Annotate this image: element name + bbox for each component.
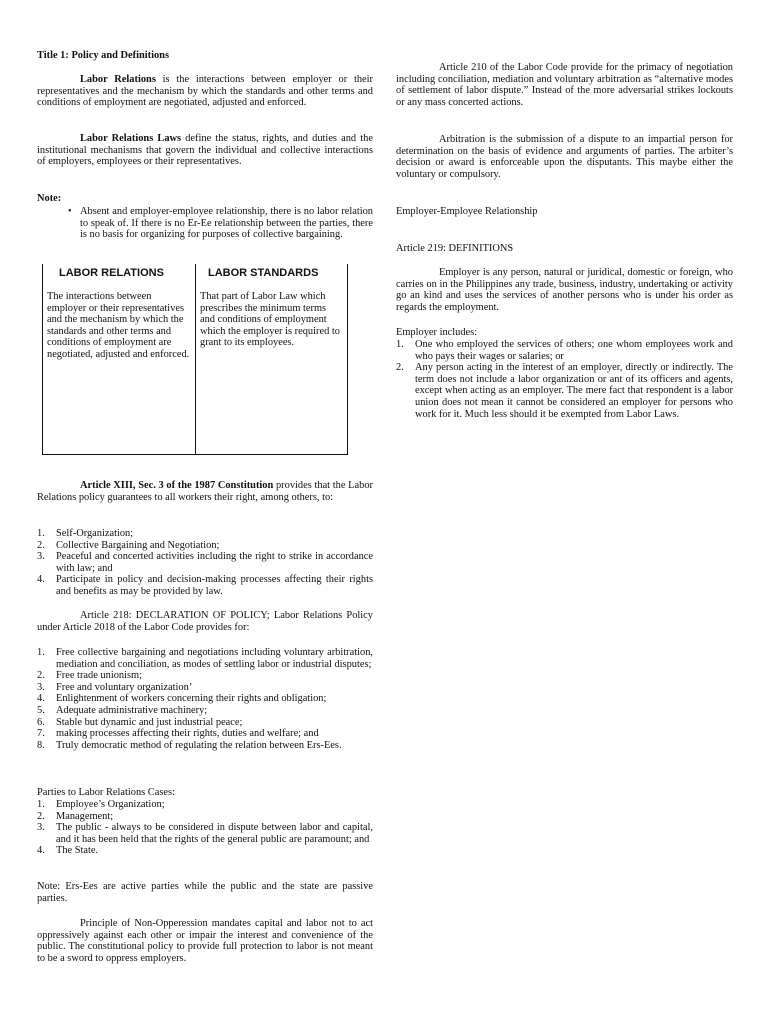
policy-list	[37, 647, 373, 751]
note-list	[37, 206, 373, 241]
article-218-paragraph: Article 218: DECLARATION OF POLICY; Labor Relations Policy under Article 2018 of the Labor Code provides for:	[37, 610, 373, 633]
labor-relations-laws-definition	[37, 133, 373, 168]
table-border-right	[347, 264, 348, 455]
non-oppression-paragraph: Principle of Non-Opperession mandates capital and labor not to act oppressively against each other or impair the interest and convenience of the public. The constitutional policy to provide full protection to labor is not meant to be a sword to oppress employers.	[37, 918, 373, 964]
list-item: 5. Adequate administrative machinery;	[37, 704, 208, 716]
constitution-rights-list	[37, 528, 373, 598]
list-item: 3. Free and voluntary organization’	[37, 681, 193, 693]
list-item: 3. Peaceful and concerted activities including the right to strike in accordance with law; and	[37, 551, 373, 574]
list-item: 4. Participate in policy and decision-making processes affecting their rights and benefits as may be provided by law.	[37, 574, 373, 597]
list-item: 2. Any person acting in the interest of an employer, directly or indirectly. The term does not include a labor organization or ant of its officers and agents, except when acting as an employer. The mere fact that respondent is a labor union does not mean it cannot be considered an employer for persons who work for it. Much less should it be exempted from Labor Laws.	[396, 362, 733, 420]
constitution-paragraph	[37, 480, 373, 503]
table-header-labor-relations: LABOR RELATIONS	[59, 267, 164, 279]
parties-heading: Parties to Labor Relations Cases:	[37, 787, 175, 798]
article-219-heading: Article 219: DEFINITIONS	[396, 243, 514, 254]
list-item: 8. Truly democratic method of regulating the relation between Ers-Ees.	[37, 739, 342, 751]
list-item: 1. Employee’s Organization;	[37, 799, 165, 810]
employer-definition: Employer is any person, natural or juridical, domestic or foreign, who carries on in the Philippines any trade, business, industry, undertaking or activity go an kind and uses the services of another persons who is under his order as regards the employment.	[396, 267, 733, 313]
table-border-middle	[195, 264, 196, 455]
list-item: 1. Self-Organization;	[37, 528, 134, 539]
parties-list	[37, 799, 373, 857]
employer-employee-heading: Employer-Employee Relationship	[396, 206, 538, 217]
list-item: 2. Free trade unionism;	[37, 670, 142, 682]
article-210-paragraph: Article 210 of the Labor Code provide for the primacy of negotiation including conciliation, mediation and voluntary arbitration as “alternative modes of settlement of labor dispute.” Instead of the more adversarial strikes lockouts or any mass concerted actions.	[396, 62, 733, 108]
parties-note: Note: Ers-Ees are active parties while the public and the state are passive parties.	[37, 881, 373, 904]
employer-includes-heading: Employer includes:	[396, 327, 478, 338]
bullet-icon: •	[68, 206, 72, 217]
section-title: Title 1: Policy and Definitions	[37, 50, 170, 61]
constitution-text: provides that the Labor Relations policy guarantees to all workers their right, among others, to:	[37, 480, 373, 503]
list-item: 1. One who employed the services of others; one whom employees work and who pays their wages or salaries; or	[396, 339, 733, 362]
list-item: 3. The public - always to be considered in dispute between labor and capital, and it has been held that the rights of the general public are paramount; and	[37, 822, 373, 845]
list-item: 4. The State.	[37, 845, 99, 857]
list-item: 6. Stable but dynamic and just industrial peace;	[37, 716, 243, 728]
term-labor-relations-laws: Labor Relations Laws	[80, 133, 182, 144]
list-item: 1. Free collective bargaining and negotiations including voluntary arbitration, mediation and conciliation, as modes of settling labor or industrial disputes;	[37, 647, 373, 670]
table-cell-labor-relations: The interactions between employer or their representatives and the mechanism by which the standards and other terms and conditions of employment are negotiated, adjusted and enforced.	[47, 291, 190, 360]
list-item: 7. making processes affecting their rights, duties and welfare; and	[37, 728, 319, 740]
table-border-bottom	[42, 454, 348, 455]
labor-relations-definition	[37, 74, 373, 109]
employer-includes-list	[396, 339, 733, 420]
list-item: 2. Management;	[37, 810, 114, 822]
list-item: 4. Enlightenment of workers concerning their rights and obligation;	[37, 693, 327, 705]
note-bullet	[37, 206, 373, 241]
list-item: 2. Collective Bargaining and Negotiation;	[37, 539, 220, 551]
term-labor-relations: Labor Relations	[80, 74, 156, 85]
labor-relations-text: is the interactions between employer or their representatives and the mechanism by which the standards and other terms and conditions of employment are negotiated, adjusted and enforced.	[37, 74, 373, 109]
table-header-labor-standards: LABOR STANDARDS	[208, 267, 319, 279]
comparison-table	[42, 264, 348, 455]
table-border-left	[42, 264, 43, 455]
note-heading: Note:	[37, 193, 62, 204]
term-constitution: Article XIII, Sec. 3 of the 1987 Constitution	[80, 480, 274, 491]
table-cell-labor-standards: That part of Labor Law which prescribes the minimum terms and conditions of employment which the employer is required to grant to its employees.	[200, 291, 340, 349]
note-bullet-text: Absent and employer-employee relationship, there is no labor relation to speak of. If there is no Er-Ee relationship between the parties, there is no basis for organizing for purposes of collective bargaining.	[80, 206, 373, 241]
arbitration-paragraph: Arbitration is the submission of a dispute to an impartial person for determination on the basis of evidence and arguments of parties. The arbiter’s decision or award is enforceable upon the disputants. This maybe either the voluntary or compulsory.	[396, 134, 733, 180]
labor-relations-laws-text: define the status, rights, and duties and the institutional mechanisms that govern the individual and collective interactions of employers, employees or their representatives.	[37, 133, 373, 168]
